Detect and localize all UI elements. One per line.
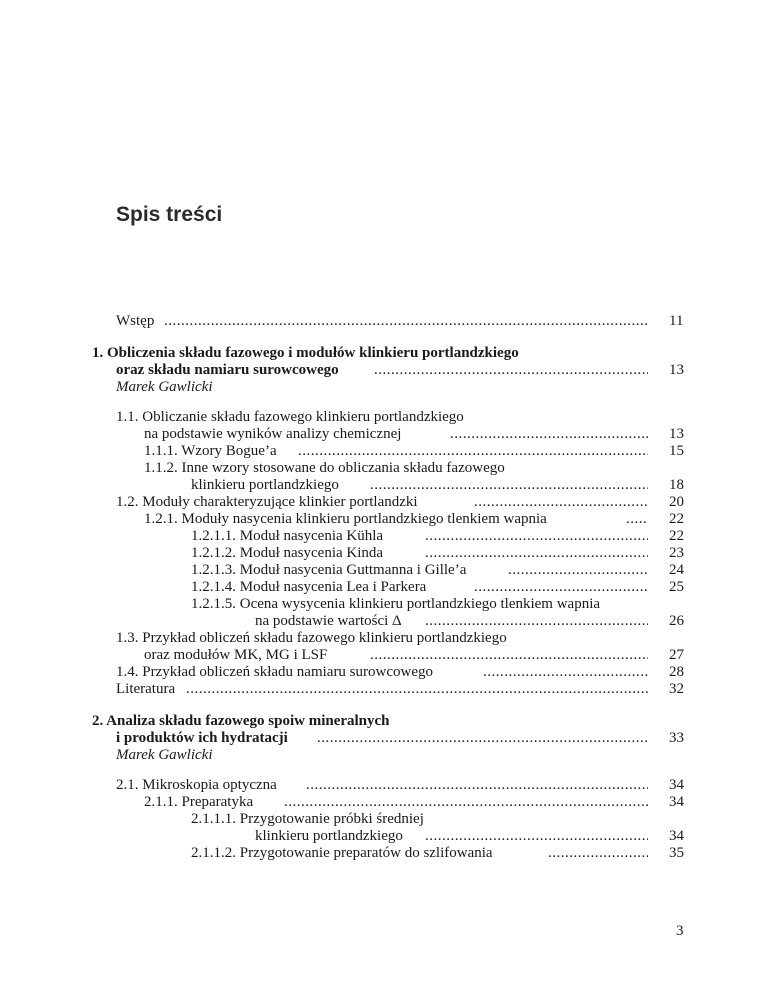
toc-entry	[0, 311, 768, 331]
toc-entry-text: 1.2.1.3. Moduł nasycenia Guttmanna i Gille’a	[191, 562, 467, 578]
toc-leader	[548, 843, 648, 863]
toc-entry-text: 1.2.1.4. Moduł nasycenia Lea i Parkera	[191, 579, 427, 595]
toc-entry-text: Wstęp	[116, 313, 155, 329]
toc-entry-text: 2.1.1.1. Przygotowanie próbki średniej	[191, 811, 424, 827]
toc-entry-text: 1.2.1.1. Moduł nasycenia Kühla	[191, 528, 384, 544]
toc-page: 34	[669, 777, 684, 793]
toc-entry-text: na podstawie wartości Δ	[255, 613, 402, 629]
toc-page: 22	[669, 511, 684, 527]
toc-page: 15	[669, 443, 684, 459]
toc-page: 35	[669, 845, 684, 861]
toc-entry-text: Marek Gawlicki	[116, 379, 213, 395]
toc-entry-text: i produktów ich hydratacji	[116, 730, 288, 746]
toc-page: 27	[669, 647, 684, 663]
toc-page: 20	[669, 494, 684, 510]
toc-entry-text: 1.2.1.2. Moduł nasycenia Kinda	[191, 545, 384, 561]
toc-author	[0, 377, 768, 397]
toc-entry-text: na podstawie wyników analizy chemicznej	[144, 426, 402, 442]
toc-page: 33	[669, 730, 684, 746]
toc-entry-text: Literatura	[116, 681, 176, 697]
toc-page: 26	[669, 613, 684, 629]
toc-page: 25	[669, 579, 684, 595]
toc-entry	[0, 679, 768, 699]
toc-leader	[186, 679, 648, 699]
toc-page: 18	[669, 477, 684, 493]
toc-page: 32	[669, 681, 684, 697]
toc-entry-text: 1.1. Obliczanie składu fazowego klinkieru portlandzkiego	[116, 409, 464, 425]
toc-entry-text: 2.1.1.2. Przygotowanie preparatów do szlifowania	[191, 845, 493, 861]
toc-author	[0, 745, 768, 765]
page-number: 3	[676, 923, 684, 939]
toc-entry-text: 2.1. Mikroskopia optyczna	[116, 777, 277, 793]
toc-entry-text: 1. Obliczenia składu fazowego i modułów klinkieru portlandzkiego	[92, 345, 519, 361]
toc-entry-text: oraz modułów MK, MG i LSF	[144, 647, 328, 663]
toc-entry-text: Marek Gawlicki	[116, 747, 213, 763]
page-title: Spis treści	[116, 203, 223, 226]
toc-entry-text: 1.2. Moduły charakteryzujące klinkier portlandzki	[116, 494, 418, 510]
toc-entry-text: 1.1.2. Inne wzory stosowane do obliczania składu fazowego	[144, 460, 505, 476]
toc-page: 24	[669, 562, 684, 578]
toc-entry-text: 1.2.1.5. Ocena wysycenia klinkieru portlandzkiego tlenkiem wapnia	[191, 596, 601, 612]
toc-page: 13	[669, 362, 684, 378]
toc-page: 22	[669, 528, 684, 544]
toc-entry-text: 1.3. Przykład obliczeń składu fazowego klinkieru portlandzkiego	[116, 630, 507, 646]
toc-page: 11	[669, 313, 684, 329]
toc-page: 13	[669, 426, 684, 442]
toc-entry-text: 2.1.1. Preparatyka	[144, 794, 254, 810]
toc-entry	[0, 843, 768, 863]
toc-entry-text: 1.4. Przykład obliczeń składu namiaru surowcowego	[116, 664, 433, 680]
toc-entry-text: 2. Analiza składu fazowego spoiw mineralnych	[92, 713, 390, 729]
toc-entry-text: 1.2.1. Moduły nasycenia klinkieru portlandzkiego tlenkiem wapnia	[144, 511, 547, 527]
toc-entry-text: oraz składu namiaru surowcowego	[116, 362, 339, 378]
toc-entry-text: klinkieru portlandzkiego	[191, 477, 339, 493]
toc-entry-text: 1.1.1. Wzory Bogue’a	[144, 443, 277, 459]
toc-page: 34	[669, 828, 684, 844]
toc-entry-text: klinkieru portlandzkiego	[255, 828, 403, 844]
toc-leader	[164, 311, 648, 331]
toc-page: 23	[669, 545, 684, 561]
toc-page: 34	[669, 794, 684, 810]
toc-page: 28	[669, 664, 684, 680]
